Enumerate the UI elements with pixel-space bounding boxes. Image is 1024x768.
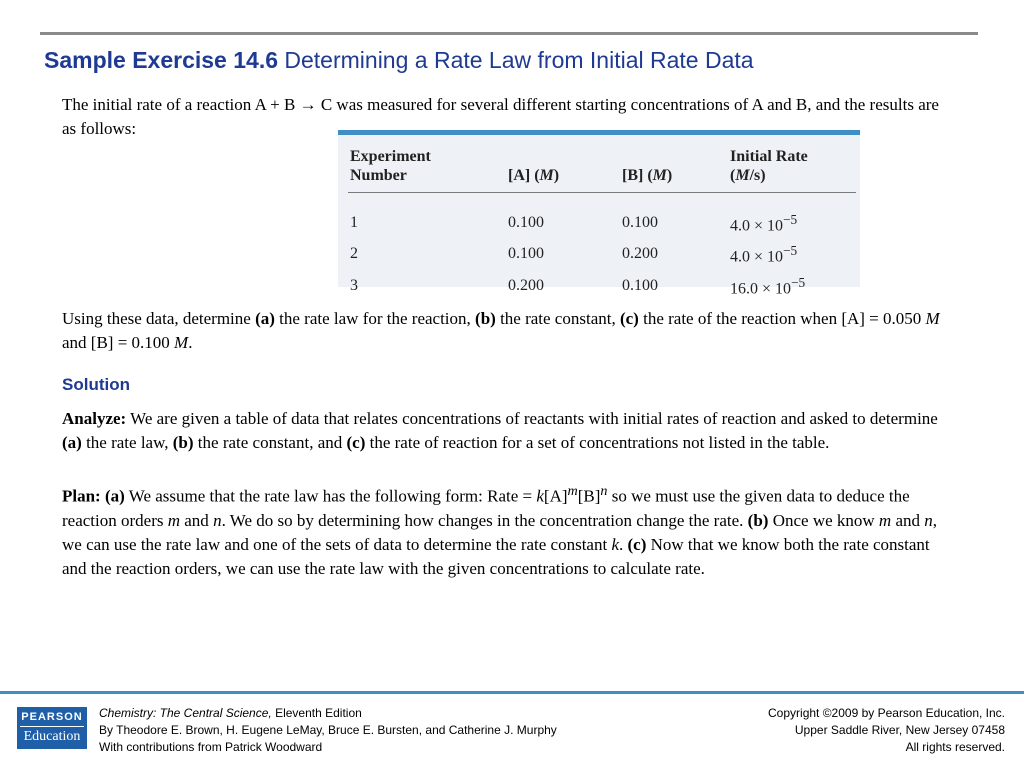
plan-text: [A] xyxy=(543,486,568,506)
footer-authors: By Theodore E. Brown, H. Eugene LeMay, Bruce E. Bursten, and Catherine J. Murphy xyxy=(99,723,557,737)
part-label-c: (c) xyxy=(619,309,639,328)
logo-text-pearson: PEARSON xyxy=(20,710,84,727)
plan-text: . xyxy=(619,534,628,554)
analyze-label: Analyze: xyxy=(62,409,127,428)
question-text: the rate law for the reaction, xyxy=(274,309,476,328)
header-text: /s) xyxy=(749,167,766,184)
part-label-b: (b) xyxy=(172,433,194,452)
top-rule xyxy=(40,32,978,35)
rate-mantissa: 16.0 × 10 xyxy=(730,279,792,297)
footer-edition: Eleventh Edition xyxy=(271,706,362,720)
title-topic: Determining a Rate Law from Initial Rate Data xyxy=(284,47,754,73)
molarity-unit: M xyxy=(174,333,189,352)
title-exercise-number: Sample Exercise 14.6 xyxy=(44,47,278,73)
analyze-text: the rate of reaction for a set of concentrations not listed in the table. xyxy=(365,433,830,452)
header-text: ) xyxy=(553,167,560,184)
table-row xyxy=(348,193,856,239)
plan-text: Now that we know both the rate constant and the reaction orders, we can use the rate law with the given concentrations to calculate rate. xyxy=(62,534,930,578)
solution-heading: Solution xyxy=(62,375,130,394)
slide-title xyxy=(44,45,754,75)
pearson-education-logo xyxy=(17,707,87,749)
cell-experiment: 3 xyxy=(350,276,358,294)
analyze-text: the rate constant, and xyxy=(193,433,347,452)
rate-exponent: −5 xyxy=(783,243,798,259)
cell-experiment: 2 xyxy=(350,245,358,263)
cell-conc-b: 0.100 xyxy=(622,214,658,232)
table-header-row xyxy=(348,143,856,193)
cell-conc-a: 0.100 xyxy=(508,214,544,232)
analyze-text: the rate law, xyxy=(81,433,173,452)
plan-text: so we must use the given data to deduce the reaction orders xyxy=(62,486,910,530)
cell-initial-rate xyxy=(728,238,856,269)
cell-initial-rate xyxy=(728,270,856,301)
footer-book-title-line xyxy=(99,705,557,722)
footer-rights: All rights reserved. xyxy=(905,740,1005,754)
molarity-unit: M xyxy=(925,309,940,328)
cell-conc-a: 0.100 xyxy=(508,245,544,263)
intro-text: The initial rate of a reaction A + B → C was measured for several different starting concentrations of A and B, and the results are as follows: xyxy=(62,95,939,138)
header-experiment-number xyxy=(348,143,506,193)
cell-conc-b: 0.100 xyxy=(622,276,658,294)
footer-rule xyxy=(0,691,1024,694)
plan-text: and xyxy=(891,510,925,530)
header-text: [A] ( xyxy=(508,167,540,184)
order-n-symbol: n xyxy=(213,510,222,530)
footer-contributions: With contributions from Patrick Woodward xyxy=(99,740,323,754)
plan-text: and xyxy=(180,510,214,530)
question-text: the rate of the reaction when [A] = 0.050 xyxy=(638,309,926,328)
question-text: and [B] = 0.100 xyxy=(62,333,175,352)
rate-exponent: −5 xyxy=(783,212,798,227)
footer-book-title: Chemistry: The Central Science, xyxy=(99,706,272,720)
order-m-symbol: m xyxy=(878,510,892,530)
question-paragraph xyxy=(62,307,942,355)
header-text: ) xyxy=(666,167,673,184)
question-text: Using these data, determine xyxy=(62,309,256,328)
rate-mantissa: 4.0 × 10 xyxy=(730,217,784,235)
header-conc-b xyxy=(620,143,728,193)
header-text: ( xyxy=(730,167,736,184)
header-conc-a xyxy=(506,143,620,193)
question-text: . xyxy=(188,333,193,352)
header-unit: M xyxy=(539,167,554,184)
table-row xyxy=(348,238,856,269)
rate-exponent: −5 xyxy=(791,274,806,290)
cell-conc-a: 0.200 xyxy=(508,276,544,294)
footer-book-info xyxy=(99,705,557,756)
part-label-c: (c) xyxy=(627,534,647,554)
rate-constant-symbol: k xyxy=(536,486,544,506)
part-label-a: (a) xyxy=(255,309,275,328)
plan-text: , we can use the rate law and one of the sets of data to determine the rate constant xyxy=(62,510,937,554)
cell-initial-rate xyxy=(728,193,856,239)
header-text: [B] ( xyxy=(622,167,653,184)
part-label-a: (a) xyxy=(62,433,82,452)
order-n-symbol: n xyxy=(600,483,608,499)
footer-copyright-line: Copyright ©2009 by Pearson Education, Inc. xyxy=(768,706,1005,720)
plan-text: . We do so by determining how changes in the concentration change the rate. xyxy=(221,510,748,530)
analyze-text: We are given a table of data that relates concentrations of reactants with initial rates of reaction and asked to determine xyxy=(126,409,938,428)
plan-paragraph xyxy=(62,479,942,581)
header-unit: M xyxy=(652,167,667,184)
part-label-a: (a) xyxy=(104,486,125,506)
part-label-b: (b) xyxy=(475,309,496,328)
cell-experiment: 1 xyxy=(350,214,358,232)
analyze-paragraph xyxy=(62,407,942,455)
rate-constant-symbol: k xyxy=(611,534,619,554)
part-label-c: (c) xyxy=(346,433,366,452)
header-text: Experiment xyxy=(350,148,431,165)
header-initial-rate xyxy=(728,143,856,193)
part-label-b: (b) xyxy=(747,510,769,530)
initial-rate-table xyxy=(348,143,856,301)
header-text: Number xyxy=(350,167,407,184)
plan-text: We assume that the rate law has the following form: Rate = xyxy=(124,486,537,506)
footer-copyright xyxy=(768,705,1005,756)
rate-mantissa: 4.0 × 10 xyxy=(730,248,784,266)
table-row xyxy=(348,270,856,301)
logo-text-education: Education xyxy=(23,729,81,744)
plan-text: [B] xyxy=(577,486,601,506)
plan-text: Once we know xyxy=(768,510,879,530)
header-text: Initial Rate xyxy=(730,148,808,165)
question-text: the rate constant, xyxy=(495,309,620,328)
plan-label: Plan: xyxy=(62,486,101,506)
order-m-symbol: m xyxy=(567,483,578,499)
footer-address: Upper Saddle River, New Jersey 07458 xyxy=(794,723,1005,737)
header-unit: M xyxy=(735,167,750,184)
order-n-symbol: n xyxy=(924,510,933,530)
order-m-symbol: m xyxy=(167,510,181,530)
cell-conc-b: 0.200 xyxy=(622,245,658,263)
